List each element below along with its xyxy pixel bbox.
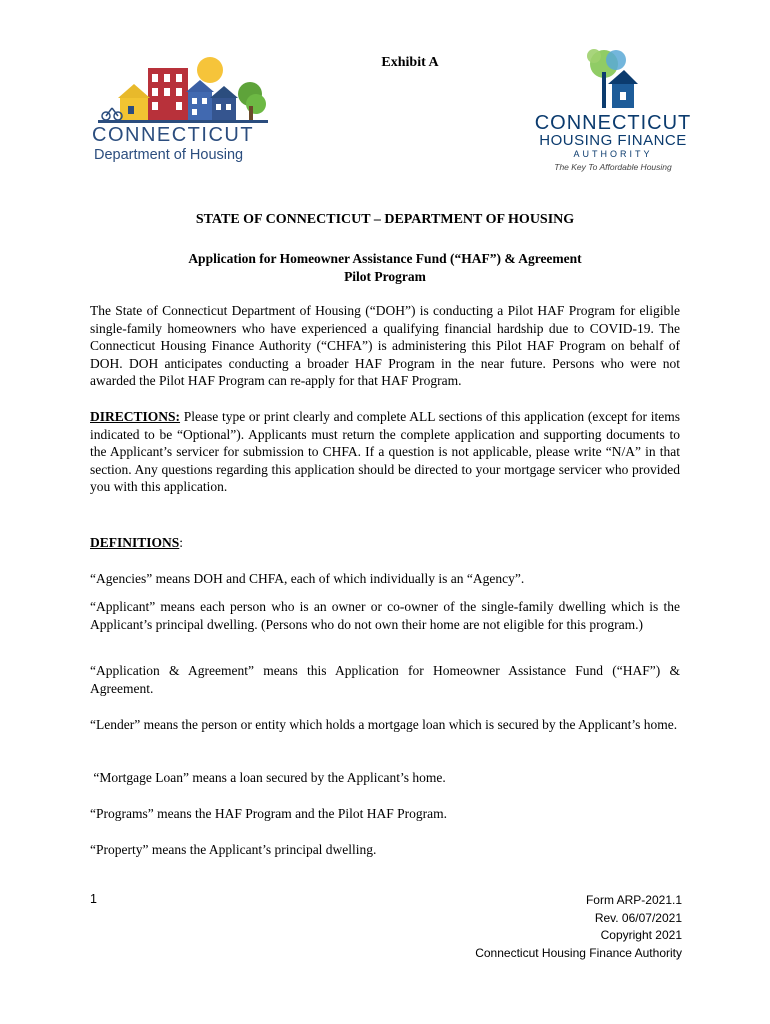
definition-application-agreement: “Application & Agreement” means this Application for Homeowner Assistance Fund (“HAF”) & Agreement.: [90, 663, 680, 696]
chfa-logo-line2: HOUSING FINANCE: [539, 132, 687, 149]
definition-applicant: “Applicant” means each person who is an owner or co-owner of the single-family dwelling which is the Applicant’s principal dwelling. (Persons who do not own their home are not eligible for this program.): [90, 599, 680, 632]
doh-logo-word: CONNECTICUT: [92, 124, 255, 146]
definition-programs: “Programs” means the HAF Program and the Pilot HAF Program.: [90, 806, 447, 821]
chfa-logo-line1: CONNECTICUT: [534, 112, 692, 134]
definitions-heading: [90, 534, 680, 552]
exhibit-label: Exhibit A: [381, 55, 439, 70]
subtitle-line-2: Pilot Program: [344, 269, 426, 284]
definition-mortgage-loan: “Mortgage Loan” means a loan secured by the Applicant’s home.: [90, 770, 446, 785]
footer-revision: Rev. 06/07/2021: [594, 910, 682, 925]
subtitle-line-1: Application for Homeowner Assistance Fund (“HAF”) & Agreement: [188, 251, 582, 266]
footer-form-id: Form ARP-2021.1: [585, 893, 682, 907]
definition-lender: “Lender” means the person or entity which holds a mortgage loan which is secured by the Applicant’s home.: [90, 717, 678, 732]
form-footer: [420, 892, 682, 962]
chfa-logo-line3: AUTHORITY: [573, 149, 653, 159]
definitions-colon: :: [179, 535, 184, 550]
directions-paragraph: [90, 408, 680, 496]
directions-label: DIRECTIONS:: [90, 409, 181, 424]
doh-logo-subtitle: Department of Housing: [94, 147, 244, 163]
chfa-logo: [580, 46, 640, 114]
definitions-label: DEFINITIONS: [90, 535, 180, 550]
definition-agencies: “Agencies” means DOH and CHFA, each of which individually is an “Agency”.: [90, 571, 525, 586]
footer-copyright: Copyright 2021: [600, 928, 682, 942]
page-number: 1: [90, 892, 97, 906]
definition-property: “Property” means the Applicant’s principal dwelling.: [90, 842, 377, 857]
chfa-logo-tagline: The Key To Affordable Housing: [554, 162, 672, 172]
footer-organization: Connecticut Housing Finance Authority: [475, 945, 682, 960]
intro-paragraph: The State of Connecticut Department of Housing (“DOH”) is conducting a Pilot HAF Program for eligible single-family homeowners who have experienced a qualifying financial hardship due to COVID-19. The Connecticut Housing Finance Authority (“CHFA”) is administering this Pilot HAF Program on behalf of DOH. DOH anticipates conducting a broader HAF Program in the near future. Persons who were not awarded the Pilot HAF Program can re-apply for that HAF Program.: [90, 303, 680, 388]
document-title: STATE OF CONNECTICUT – DEPARTMENT OF HOUSING: [195, 212, 575, 227]
document-subtitle: [90, 250, 680, 286]
directions-text: Please type or print clearly and complete ALL sections of this application (except for items indicated to be “Optional”). Applicants must return the complete application and supporting documents to the Applicant’s servicer for submission to CHFA. If a question is not applicable, please write “N/A” in that section. Any questions regarding this application should be directed to your mortgage servicer who provided you with this application.: [90, 409, 680, 494]
